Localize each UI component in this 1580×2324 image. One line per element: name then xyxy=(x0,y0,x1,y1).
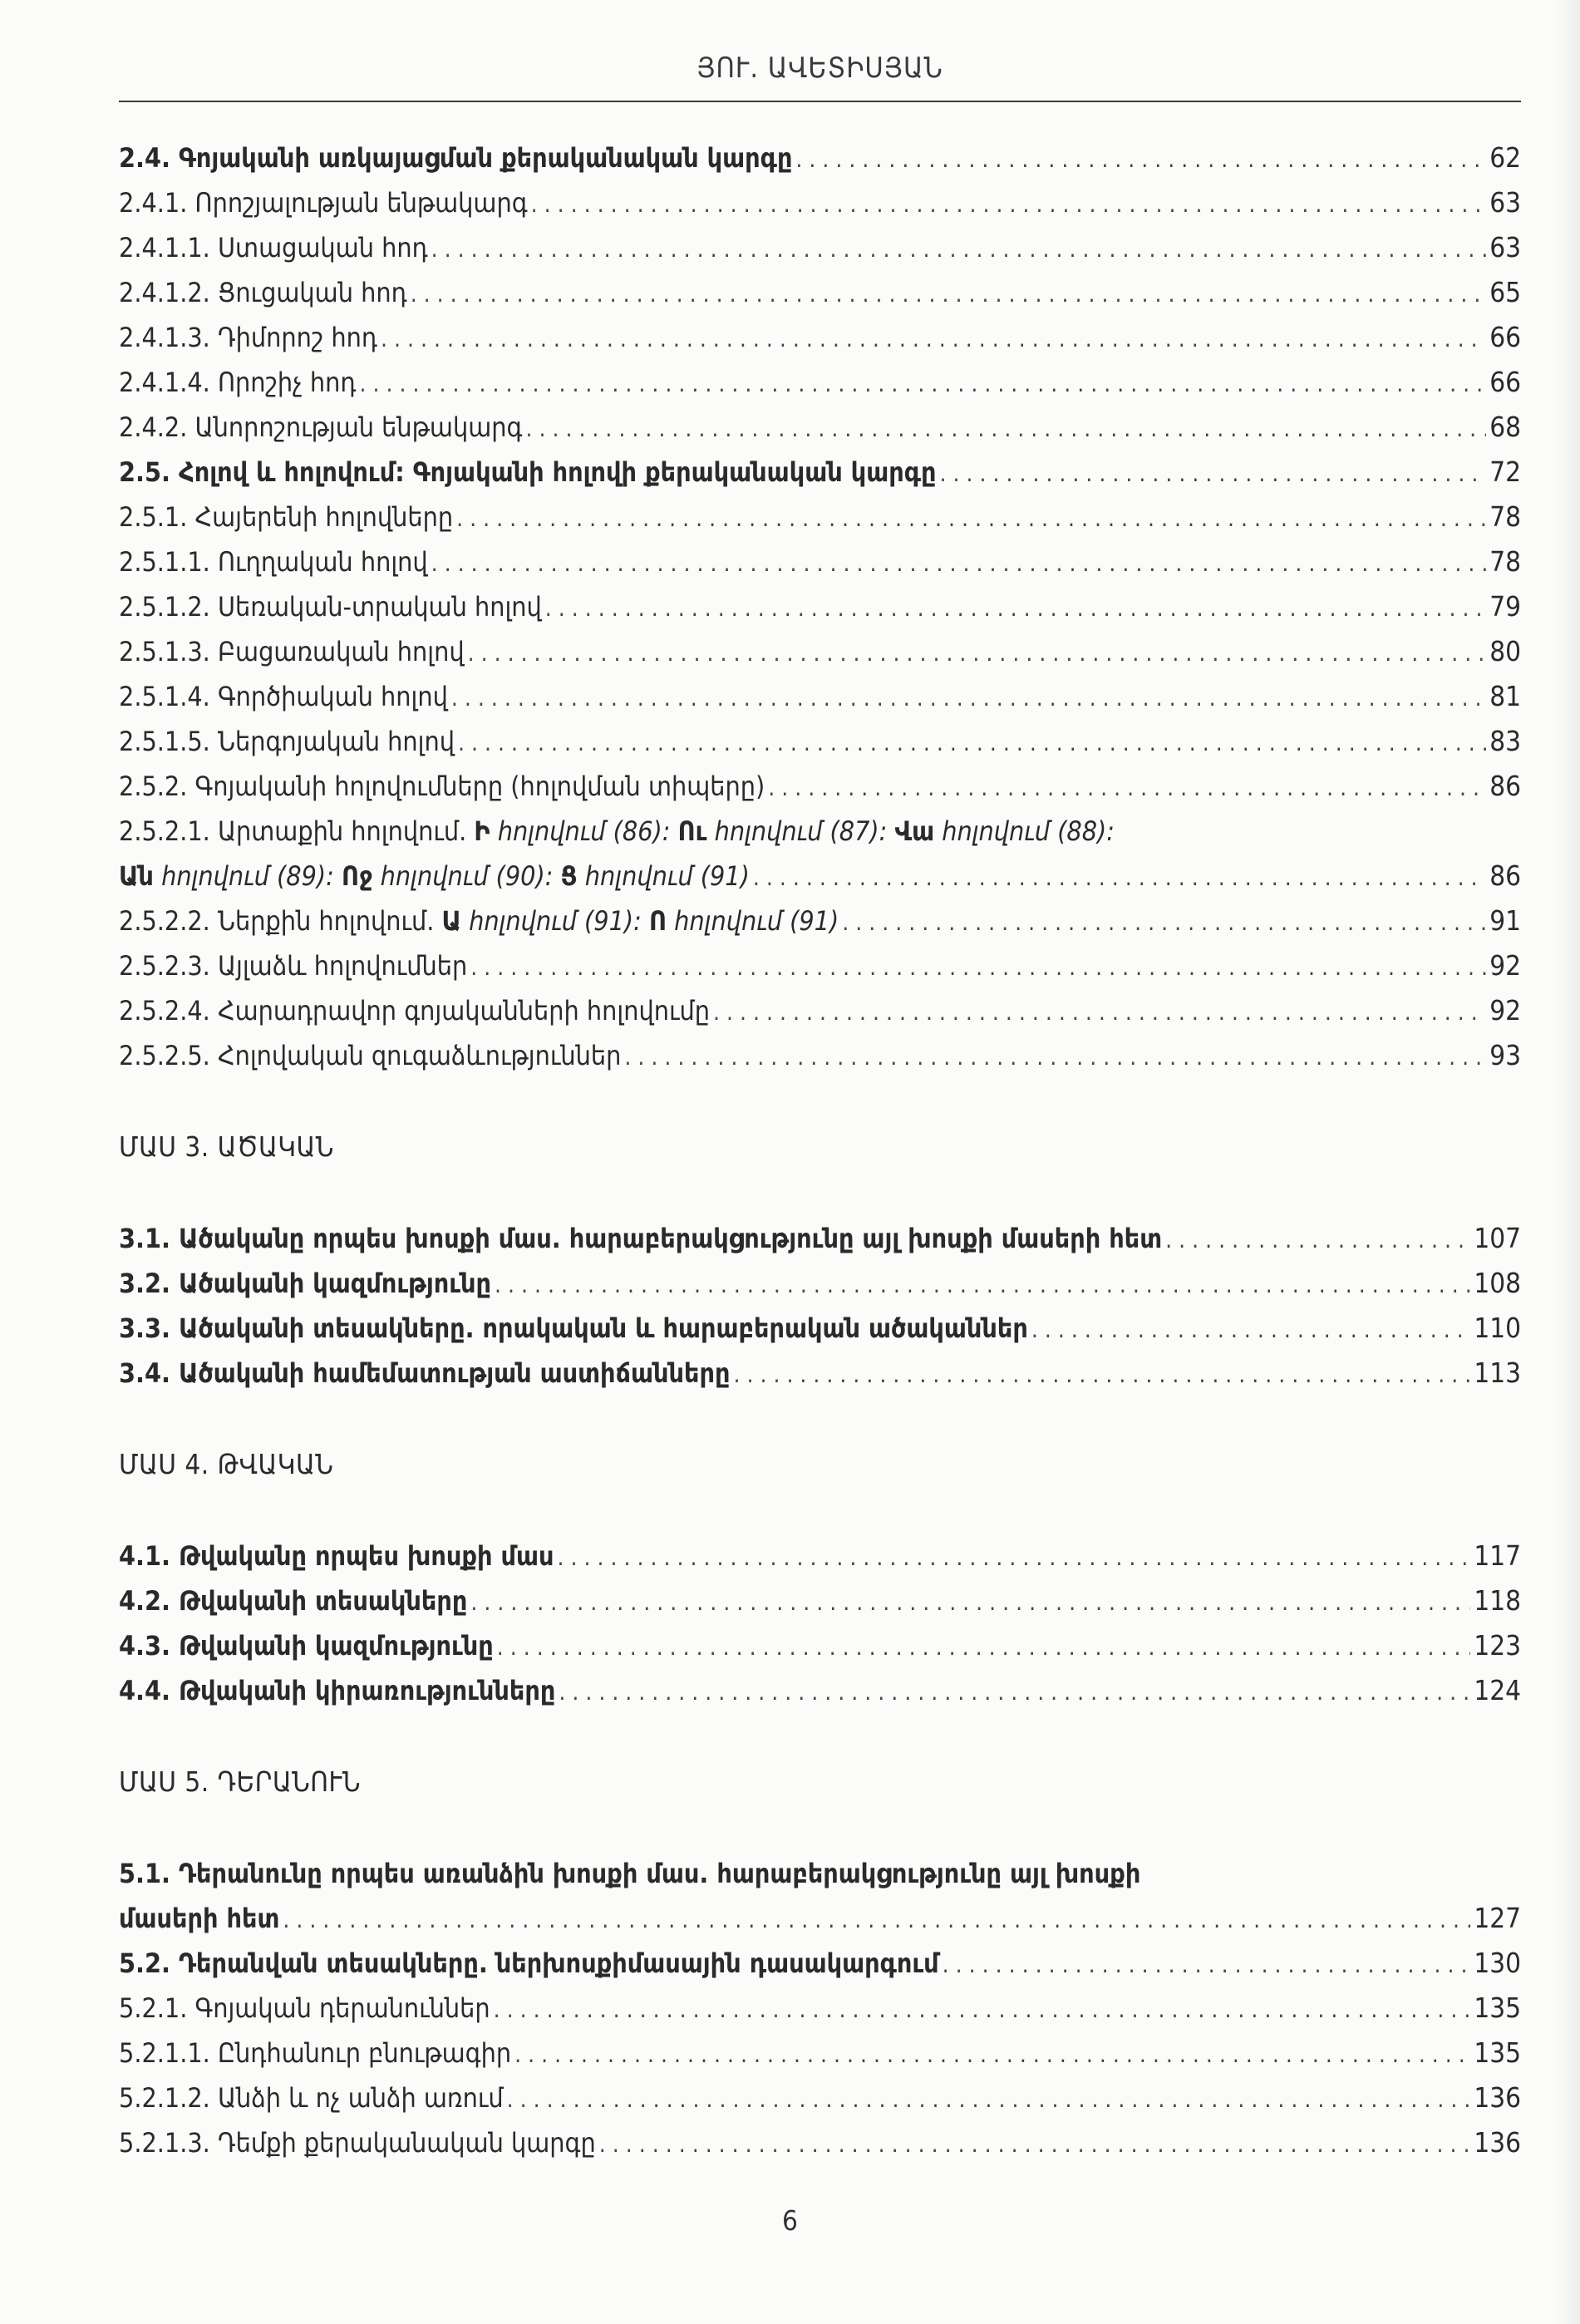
toc-entry-title: 2.4.1. Որոշյալության ենթակարգ xyxy=(119,187,528,219)
dot-leader xyxy=(431,541,1487,584)
toc-entry-title: 2.5.1.2. Սեռական-տրական հոլով xyxy=(119,591,542,623)
dot-leader xyxy=(458,721,1486,764)
toc-entry-title: 4.2. Թվականի տեսակները xyxy=(119,1585,468,1617)
toc-entry-title: 4.4. Թվականի կիրառությունները xyxy=(119,1675,556,1706)
toc-entry[interactable] xyxy=(119,943,1521,988)
toc-entry-page: 118 xyxy=(1474,1584,1521,1617)
toc-entry-page: 78 xyxy=(1489,500,1521,533)
running-head: ՅՈՒ. ԱՎԵՏԻՍՅԱՆ xyxy=(696,52,943,85)
toc-entry-page: 130 xyxy=(1474,1947,1521,1979)
toc-entry-title: 2.4.2. Անորոշության ենթակարգ xyxy=(119,411,523,443)
toc-entry-page: 92 xyxy=(1489,949,1521,982)
dot-leader xyxy=(545,586,1486,629)
toc-entry-page: 83 xyxy=(1489,725,1521,757)
dot-leader xyxy=(411,272,1487,315)
dot-leader xyxy=(558,1535,1471,1578)
toc-entry[interactable] xyxy=(119,1351,1521,1396)
toc-entry-title: 2.5.1. Հայերենի հոլովները xyxy=(119,501,454,533)
dot-leader xyxy=(470,1580,1470,1623)
toc-entry-page: 110 xyxy=(1474,1312,1521,1344)
toc-entry[interactable] xyxy=(119,899,1521,943)
toc-entry-title: 2.5.2.2. Ներքին հոլովում. Ա հոլովում (91): Ո հոլովում (91) xyxy=(119,905,839,937)
dot-leader xyxy=(531,182,1487,225)
dot-leader xyxy=(431,227,1487,270)
toc-entry[interactable] xyxy=(119,988,1521,1033)
dot-leader xyxy=(456,496,1486,539)
toc-entry[interactable] xyxy=(119,1306,1521,1351)
dot-leader xyxy=(939,451,1486,495)
dot-leader xyxy=(494,1987,1471,2031)
toc-entry-page: 63 xyxy=(1489,231,1521,263)
toc-entry-title: 2.5.2.4. Հարադրավոր գոյականների հոլովումը xyxy=(119,995,710,1027)
dot-leader xyxy=(768,766,1486,809)
toc-entry[interactable] xyxy=(119,2120,1521,2165)
toc-entry-title: 4.3. Թվականի կազմությունը xyxy=(119,1630,494,1662)
toc-entry-page: 79 xyxy=(1489,590,1521,623)
toc-entry[interactable] xyxy=(119,1623,1521,1668)
toc-entry-title: 2.5.1.4. Գործիական հոլով xyxy=(119,681,448,712)
toc-entry[interactable] xyxy=(119,1851,1521,1896)
toc-entry-page: 80 xyxy=(1489,635,1521,667)
toc-entry-title: 2.4.1.1. Ստացական հոդ xyxy=(119,232,428,263)
toc-entry-page: 127 xyxy=(1474,1902,1521,1934)
toc-entry[interactable] xyxy=(119,1261,1521,1306)
dot-leader xyxy=(381,317,1486,360)
toc-entry[interactable] xyxy=(119,1033,1521,1078)
toc-entry-page: 66 xyxy=(1489,321,1521,353)
spacer xyxy=(119,1805,1521,1851)
toc-entry[interactable] xyxy=(119,1941,1521,1986)
toc-entry-title: 2.5.2.3. Այլաձև հոլովումներ xyxy=(119,950,468,982)
table-of-contents xyxy=(119,135,1521,2165)
spacer xyxy=(119,1396,1521,1442)
toc-entry-title: մասերի հետ xyxy=(119,1903,280,1934)
toc-entry-page: 113 xyxy=(1474,1356,1521,1389)
toc-entry[interactable] xyxy=(119,809,1521,854)
toc-entry[interactable] xyxy=(119,854,1521,899)
toc-entry-title: 2.4.1.4. Որոշիչ հոդ xyxy=(119,367,357,398)
dot-leader xyxy=(733,1352,1470,1396)
toc-entry-title: Ան հոլովում (89): Ոջ հոլովում (90): Ց հոլովում (91) xyxy=(119,860,750,892)
toc-entry[interactable] xyxy=(119,1986,1521,2031)
toc-entry-title: 3.2. Ածականի կազմությունը xyxy=(119,1268,491,1299)
header-rule xyxy=(119,101,1521,102)
toc-entry-title: 5.2.1.2. Անձի և ոչ անձի առում xyxy=(119,2082,504,2114)
toc-entry-page: 92 xyxy=(1489,994,1521,1027)
toc-entry-title: 2.5.1.1. Ուղղական հոլով xyxy=(119,546,428,578)
toc-entry[interactable] xyxy=(119,405,1521,450)
toc-entry-title: 3.4. Ածականի համեմատության աստիճանները xyxy=(119,1357,731,1389)
spacer xyxy=(119,1169,1521,1216)
part-heading: ՄԱՍ 5. ԴԵՐԱՆՈՒՆ xyxy=(119,1765,362,1798)
dot-leader xyxy=(497,1625,1471,1668)
toc-entry[interactable] xyxy=(119,495,1521,539)
toc-entry-page: 93 xyxy=(1489,1039,1521,1071)
dot-leader xyxy=(842,900,1486,943)
toc-entry-page: 108 xyxy=(1474,1267,1521,1299)
dot-leader xyxy=(599,2122,1471,2165)
toc-entry-title: 2.5.2. Գոյականի հոլովումները (հոլովման տիպերը) xyxy=(119,771,765,802)
toc-entry-page: 62 xyxy=(1489,141,1521,174)
toc-entry-title: 3.1. Ածականը որպես խոսքի մաս. հարաբերակցությունը այլ խոսքի մասերի հետ xyxy=(119,1223,1163,1254)
toc-entry-page: 66 xyxy=(1489,366,1521,398)
toc-entry-page: 117 xyxy=(1474,1539,1521,1572)
spacer xyxy=(119,1713,1521,1760)
toc-entry[interactable] xyxy=(119,719,1521,764)
toc-entry-title: 3.3. Ածականի տեսակները. որակական և հարաբերական ածականներ xyxy=(119,1312,1028,1344)
toc-entry-title: 5.2.1.3. Դեմքի քերականական կարգը xyxy=(119,2127,596,2159)
dot-leader xyxy=(713,990,1486,1033)
toc-entry[interactable] xyxy=(119,629,1521,674)
dot-leader xyxy=(514,2032,1470,2075)
toc-entry-page: 135 xyxy=(1474,2036,1521,2069)
toc-entry-page: 81 xyxy=(1489,680,1521,712)
dot-leader xyxy=(943,1942,1471,1986)
toc-entry-page: 63 xyxy=(1489,186,1521,219)
page-number: 6 xyxy=(782,2204,798,2237)
toc-entry[interactable] xyxy=(119,270,1521,315)
toc-entry[interactable] xyxy=(119,135,1521,180)
toc-entry-page: 123 xyxy=(1474,1629,1521,1662)
toc-entry-title: 5.2.1. Գոյական դերանուններ xyxy=(119,1992,490,2024)
toc-entry-title: 2.5.1.3. Բացառական հոլով xyxy=(119,636,465,667)
toc-entry-page: 136 xyxy=(1474,2126,1521,2159)
toc-entry-title: 2.4.1.2. Ցուցական հոդ xyxy=(119,277,407,308)
toc-entry[interactable] xyxy=(119,1578,1521,1623)
toc-entry-page: 91 xyxy=(1489,904,1521,937)
toc-entry-page: 72 xyxy=(1489,455,1521,488)
toc-entry[interactable] xyxy=(119,1534,1521,1578)
toc-entry-title: 2.5.2.1. Արտաքին հոլովում. Ի հոլովում (86): Ու հոլովում (87): Վա հոլովում (88): xyxy=(119,815,1115,847)
dot-leader xyxy=(451,676,1486,719)
dot-leader xyxy=(624,1035,1486,1078)
dot-leader xyxy=(525,406,1486,450)
toc-entry[interactable] xyxy=(119,1216,1521,1261)
dot-leader xyxy=(360,362,1487,405)
part-heading: ՄԱՍ 4. ԹՎԱԿԱՆ xyxy=(119,1448,334,1480)
toc-entry-title: 2.5.1.5. Ներգոյական հոլով xyxy=(119,726,455,757)
toc-entry-title: 2.4.1.3. Դիմորոշ հոդ xyxy=(119,322,377,353)
toc-entry-page: 68 xyxy=(1489,411,1521,443)
toc-entry-page: 107 xyxy=(1474,1222,1521,1254)
toc-entry-page: 78 xyxy=(1489,545,1521,578)
toc-entry-title: 5.2. Դերանվան տեսակները. ներխոսքիմասային դասակարգում xyxy=(119,1947,939,1979)
toc-entry-title: 4.1. Թվականը որպես խոսքի մաս xyxy=(119,1540,554,1572)
dot-leader xyxy=(753,855,1486,899)
toc-entry-title: 5.2.1.1. Ընդհանուր բնութագիր xyxy=(119,2037,512,2069)
toc-entry-title: 2.5. Հոլով և հոլովում: Գոյականի հոլովի քերականական կարգը xyxy=(119,456,937,488)
dot-leader xyxy=(1031,1307,1470,1351)
toc-entry[interactable] xyxy=(119,360,1521,405)
dot-leader xyxy=(507,2077,1471,2120)
toc-entry[interactable] xyxy=(119,764,1521,809)
dot-leader xyxy=(283,1898,1470,1941)
toc-entry-page: 86 xyxy=(1489,770,1521,802)
toc-entry-title: 2.5.2.5. Հոլովական զուգաձևություններ xyxy=(119,1040,622,1071)
toc-entry[interactable] xyxy=(119,584,1521,629)
toc-entry[interactable] xyxy=(119,539,1521,584)
toc-entry-page: 65 xyxy=(1489,276,1521,308)
dot-leader xyxy=(1165,1218,1470,1261)
spacer xyxy=(119,1487,1521,1534)
toc-entry[interactable] xyxy=(119,2075,1521,2120)
dot-leader xyxy=(470,945,1486,988)
page-edge-shadow xyxy=(1555,0,1580,2324)
spacer xyxy=(119,1078,1521,1125)
toc-entry[interactable] xyxy=(119,1668,1521,1713)
toc-entry[interactable] xyxy=(119,1896,1521,1941)
toc-entry-page: 86 xyxy=(1489,859,1521,892)
dot-leader xyxy=(468,631,1487,674)
dot-leader xyxy=(559,1670,1470,1713)
dot-leader xyxy=(795,137,1486,180)
toc-entry-page: 136 xyxy=(1474,2081,1521,2114)
dot-leader xyxy=(495,1263,1470,1306)
toc-entry-page: 124 xyxy=(1474,1674,1521,1706)
toc-entry-page: 135 xyxy=(1474,1992,1521,2024)
toc-entry[interactable] xyxy=(119,674,1521,719)
toc-entry-title: 2.4. Գոյականի առկայացման քերականական կարգը xyxy=(119,142,793,174)
toc-entry[interactable] xyxy=(119,450,1521,495)
toc-entry[interactable] xyxy=(119,225,1521,270)
toc-entry[interactable] xyxy=(119,2031,1521,2075)
toc-entry[interactable] xyxy=(119,315,1521,360)
toc-entry-title: 5.1. Դերանունը որպես առանձին խոսքի մաս. հարաբերակցությունը այլ խոսքի xyxy=(119,1858,1141,1889)
part-heading: ՄԱՍ 3. ԱԾԱԿԱՆ xyxy=(119,1130,334,1163)
toc-entry[interactable] xyxy=(119,180,1521,225)
